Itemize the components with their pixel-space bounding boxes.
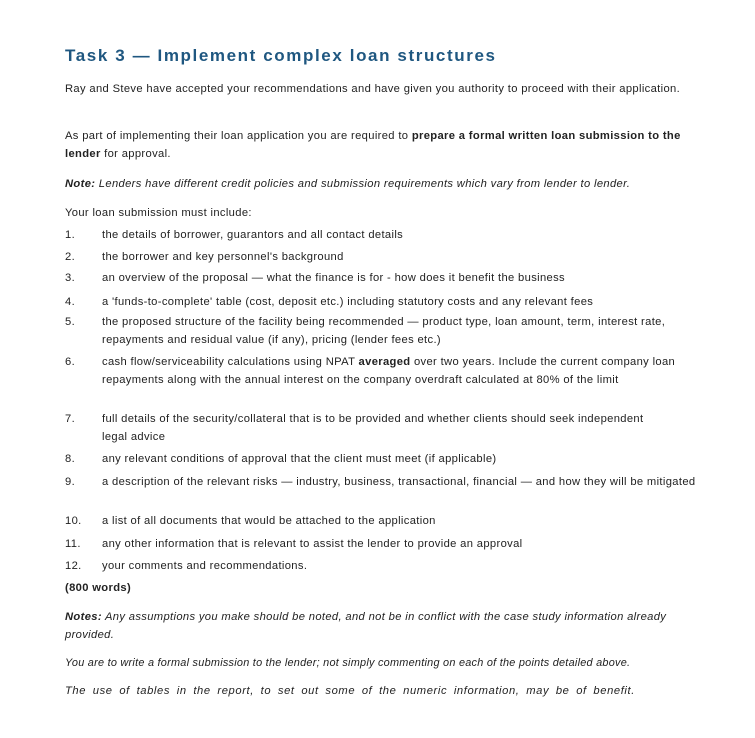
list-item-number: 11. bbox=[65, 538, 81, 550]
word-count: (800 words) bbox=[65, 582, 132, 594]
list-item-text: the details of borrower, guarantors and all contact details bbox=[102, 229, 404, 241]
list-item-text: any relevant conditions of approval that the client must meet (if applicable) bbox=[102, 453, 497, 465]
must-include-heading: Your loan submission must include: bbox=[65, 207, 252, 219]
requirement-text: As part of implementing their loan application you are required to bbox=[65, 130, 412, 142]
list-item-text: your comments and recommendations. bbox=[102, 560, 308, 572]
notes-label: Notes: bbox=[65, 611, 102, 623]
list-item-number: 10. bbox=[65, 515, 82, 527]
list-item-number: 6. bbox=[65, 356, 76, 368]
list-item-number: 9. bbox=[65, 476, 76, 488]
formal-submission-paragraph: You are to write a formal submission to the lender; not simply commenting on each of the points detailed above. bbox=[65, 657, 631, 669]
intro-paragraph: Ray and Steve have accepted your recommendations and have given you authority to proceed with their application. bbox=[65, 83, 681, 95]
requirement-bold: prepare a formal written loan submission to the lender bbox=[65, 130, 681, 160]
tables-paragraph: The use of tables in the report, to set out some of the numeric information, may be of benefit. bbox=[65, 685, 635, 697]
list-item-bold: averaged bbox=[358, 356, 411, 368]
list-item-text: the proposed structure of the facility being recommended — product type, loan amount, term, interest rate, repayments and residual value (if any), pricing (lender fees etc.) bbox=[102, 316, 666, 346]
notes-paragraph bbox=[65, 608, 705, 644]
list-item-text: an overview of the proposal — what the finance is for - how does it benefit the business bbox=[102, 272, 566, 284]
list-item-number: 2. bbox=[65, 251, 76, 263]
note-label: Note: bbox=[65, 178, 96, 190]
list-item-text: a 'funds-to-complete' table (cost, deposit etc.) including statutory costs and any relevant fees bbox=[102, 296, 594, 308]
list-item-text: a description of the relevant risks — industry, business, transactional, financial — and how they will be mitigated bbox=[102, 476, 696, 488]
requirement-suffix: for approval. bbox=[100, 148, 171, 160]
list-item-number: 3. bbox=[65, 272, 76, 284]
list-item-number: 12. bbox=[65, 560, 82, 572]
notes-text: Any assumptions you make should be noted, and not be in conflict with the case study information already provided. bbox=[65, 611, 667, 641]
list-item-text-part: cash flow/serviceability calculations using NPAT bbox=[102, 356, 359, 368]
list-item-text: a list of all documents that would be attached to the application bbox=[102, 515, 436, 527]
list-item-number: 1. bbox=[65, 229, 76, 241]
list-item-number: 8. bbox=[65, 453, 76, 465]
list-item-text bbox=[102, 353, 714, 389]
list-item-number: 5. bbox=[65, 316, 76, 328]
list-item-number: 4. bbox=[65, 296, 76, 308]
list-item-text: full details of the security/collateral that is to be provided and whether clients should seek independent legal advice bbox=[102, 413, 644, 443]
list-item-text: any other information that is relevant to assist the lender to provide an approval bbox=[102, 538, 523, 550]
task-title: Task 3 — Implement complex loan structures bbox=[65, 46, 497, 65]
list-item-number: 7. bbox=[65, 413, 76, 425]
note-text: Lenders have different credit policies and submission requirements which vary from lender to lender. bbox=[95, 178, 631, 190]
requirement-paragraph bbox=[65, 127, 685, 163]
list-item-text-part: over two years. Include the current company loan repayments along with the annual interest on the company overdraft calculated at 80% of the limit bbox=[102, 356, 676, 386]
list-item-text: the borrower and key personnel's background bbox=[102, 251, 344, 263]
note-paragraph bbox=[65, 175, 630, 193]
